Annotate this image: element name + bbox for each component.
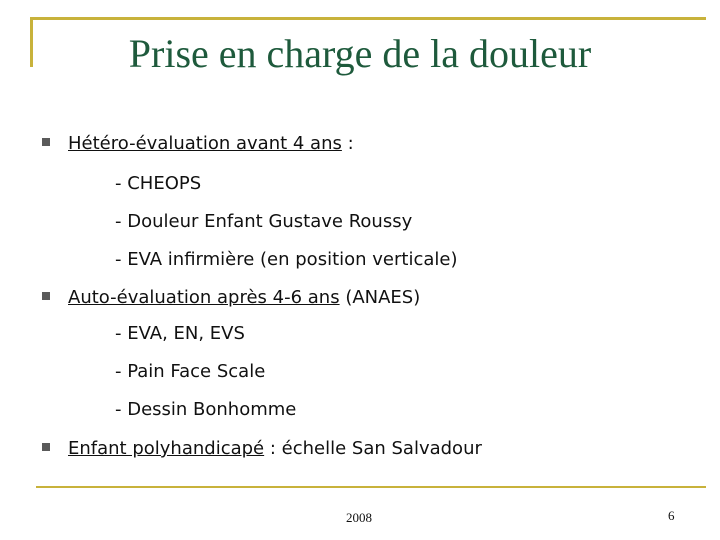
square-bullet-icon xyxy=(42,138,50,146)
square-bullet-icon xyxy=(42,443,50,451)
slide-title: Prise en charge de la douleur xyxy=(128,31,592,76)
subitem-eva-en-evs: - EVA, EN, EVS xyxy=(115,323,245,344)
bullet-rest-text: : échelle San Salvadour xyxy=(264,438,482,459)
bullet-underlined-text: Hétéro-évaluation avant 4 ans xyxy=(68,133,342,154)
bullet-underlined-text: Enfant polyhandicapé xyxy=(68,438,265,459)
square-bullet-icon xyxy=(42,292,50,300)
subitem-douleur-enfant: - Douleur Enfant Gustave Roussy xyxy=(115,211,413,232)
bullet-enfant-polyhandicape xyxy=(42,438,482,459)
footer-page-number: 6 xyxy=(668,508,675,523)
frame-top-line xyxy=(30,17,706,20)
bullet-rest-text: (ANAES) xyxy=(339,287,421,308)
bullet-rest-text: : xyxy=(341,133,354,154)
footer-divider-line xyxy=(36,486,706,488)
subitem-eva-infirmiere: - EVA infirmière (en position verticale) xyxy=(115,249,458,270)
bullet-underlined-text: Auto-évaluation après 4-6 ans xyxy=(68,287,340,308)
footer-year: 2008 xyxy=(346,510,372,525)
subitem-pain-face-scale: - Pain Face Scale xyxy=(115,361,266,382)
subitem-cheops: - CHEOPS xyxy=(115,173,202,194)
bullet-hetero-evaluation xyxy=(42,133,354,154)
bullet-auto-evaluation xyxy=(42,287,420,308)
subitem-dessin-bonhomme: - Dessin Bonhomme xyxy=(115,399,297,420)
